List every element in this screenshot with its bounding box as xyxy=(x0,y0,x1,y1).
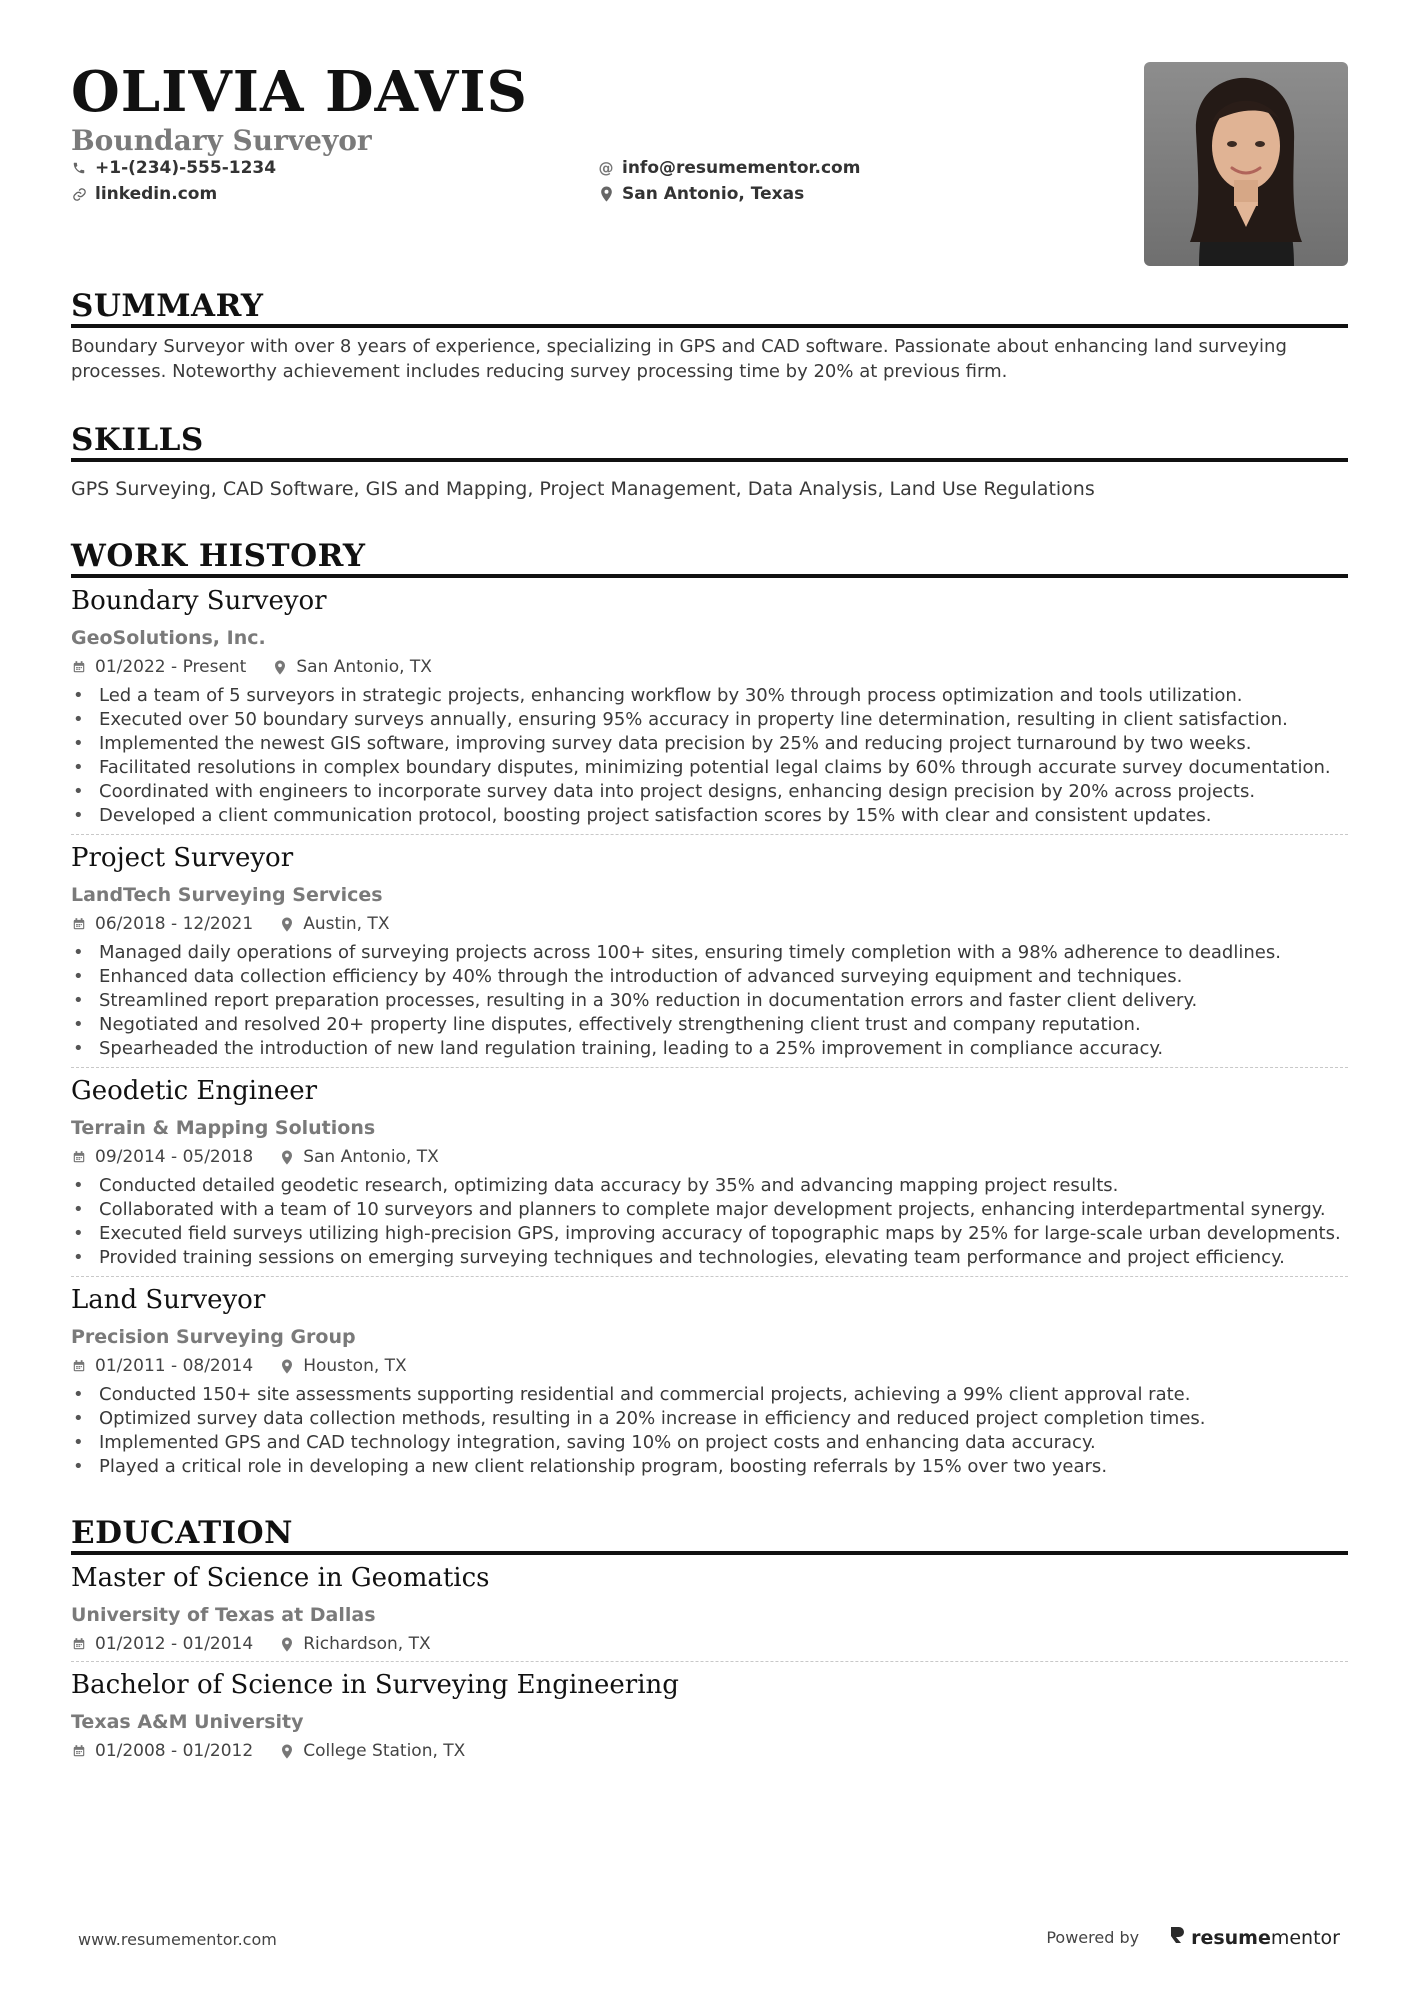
location-pin-icon xyxy=(279,1744,295,1759)
calendar-icon xyxy=(71,1744,87,1758)
education-dates xyxy=(71,1633,253,1655)
education-entry xyxy=(71,1561,1348,1661)
job-dates-text: 01/2011 - 08/2014 xyxy=(95,1356,254,1376)
job-dates xyxy=(71,1146,253,1168)
job-bullets xyxy=(71,1383,1348,1479)
education-location-text: Richardson, TX xyxy=(303,1634,431,1654)
brand-name-light: mentor xyxy=(1270,1926,1340,1949)
location-pin-icon xyxy=(279,1359,295,1374)
job-title: Geodetic Engineer xyxy=(71,1076,318,1106)
job-entry xyxy=(71,1067,1348,1276)
bullet-item: • Managed daily operations of surveying projects across 100+ sites, ensuring timely completion with a 98% adherence to deadlines. xyxy=(71,941,1348,965)
email-text: info@resumementor.com xyxy=(622,158,861,178)
job-dates-text: 01/2022 - Present xyxy=(95,657,247,677)
summary-heading: SUMMARY xyxy=(71,288,1348,328)
calendar-icon xyxy=(71,1359,87,1373)
education-meta xyxy=(71,1740,1348,1762)
location-pin-icon xyxy=(598,186,614,202)
resume-header xyxy=(71,60,1348,270)
job-dates xyxy=(71,656,246,678)
school-name: University of Texas at Dallas xyxy=(71,1604,376,1626)
contact-phone[interactable] xyxy=(71,158,276,178)
job-meta xyxy=(71,913,1348,935)
education-section xyxy=(71,1515,1348,1768)
summary-text: Boundary Surveyor with over 8 years of experience, specializing in GPS and CAD software. Passionate about enhancing land surveying processes. Noteworthy achievement includes reducing survey processing time by 20% at previous firm. xyxy=(71,336,1287,382)
bullet-item: • Executed field surveys utilizing high-precision GPS, improving accuracy of topographic maps by 25% for large-scale urban developments. xyxy=(71,1222,1348,1246)
resumementor-logo-icon xyxy=(1169,1926,1185,1949)
job-location xyxy=(279,1355,407,1377)
location-pin-icon xyxy=(279,1150,295,1165)
job-meta xyxy=(71,1355,1348,1377)
candidate-role: Boundary Surveyor xyxy=(71,124,372,157)
bullet-item: • Led a team of 5 surveyors in strategic projects, enhancing workflow by 30% through process optimization and tools utilization. xyxy=(71,684,1348,708)
school-name: Texas A&M University xyxy=(71,1711,304,1733)
job-dates xyxy=(71,913,253,935)
calendar-icon xyxy=(71,660,87,674)
job-dates-text: 09/2014 - 05/2018 xyxy=(95,1147,254,1167)
contact-location xyxy=(598,184,804,204)
footer-powered-by xyxy=(1046,1926,1340,1949)
education-dates xyxy=(71,1740,253,1762)
education-dates-text: 01/2008 - 01/2012 xyxy=(95,1741,254,1761)
location-pin-icon xyxy=(279,1637,295,1652)
education-location xyxy=(279,1740,465,1762)
job-dates-text: 06/2018 - 12/2021 xyxy=(95,914,254,934)
bullet-item: • Enhanced data collection efficiency by 40% through the introduction of advanced surveying equipment and techniques. xyxy=(71,965,1348,989)
job-title: Land Surveyor xyxy=(71,1285,266,1315)
bullet-item: • Collaborated with a team of 10 surveyors and planners to complete major development projects, enhancing interdepartmental synergy. xyxy=(71,1198,1348,1222)
skills-text: GPS Surveying, CAD Software, GIS and Mapping, Project Management, Data Analysis, Land Use Regulations xyxy=(71,478,1095,500)
job-bullets xyxy=(71,1174,1348,1270)
phone-icon xyxy=(71,160,87,176)
bullet-item: • Provided training sessions on emerging surveying techniques and technologies, elevating team performance and project efficiency. xyxy=(71,1246,1348,1270)
job-entry xyxy=(71,834,1348,1067)
degree-title: Master of Science in Geomatics xyxy=(71,1563,490,1593)
calendar-icon xyxy=(71,1637,87,1651)
footer-website-link[interactable]: www.resumementor.com xyxy=(78,1930,277,1949)
education-location-text: College Station, TX xyxy=(303,1741,466,1761)
location-text: San Antonio, Texas xyxy=(622,184,805,204)
education-location xyxy=(279,1633,430,1655)
link-icon xyxy=(71,186,87,202)
brand-name-bold: resume xyxy=(1191,1926,1271,1949)
job-company: GeoSolutions, Inc. xyxy=(71,627,266,649)
bullet-item: • Executed over 50 boundary surveys annually, ensuring 95% accuracy in property line determination, resulting in client satisfaction. xyxy=(71,708,1348,732)
bullet-item: • Conducted 150+ site assessments supporting residential and commercial projects, achieving a 99% client approval rate. xyxy=(71,1383,1348,1407)
education-entry xyxy=(71,1661,1348,1768)
job-location xyxy=(279,1146,439,1168)
degree-title: Bachelor of Science in Surveying Engineering xyxy=(71,1670,679,1700)
job-entry xyxy=(71,584,1348,834)
work-history-section xyxy=(71,538,1348,1485)
phone-text: +1-(234)-555-1234 xyxy=(95,158,277,178)
skills-section xyxy=(71,422,1348,500)
bullet-item: • Facilitated resolutions in complex boundary disputes, minimizing potential legal claims by 60% through accurate survey documentation. xyxy=(71,756,1348,780)
work-history-heading: WORK HISTORY xyxy=(71,538,1348,578)
job-company: Terrain & Mapping Solutions xyxy=(71,1117,376,1139)
location-pin-icon xyxy=(272,660,288,675)
resume-page xyxy=(71,60,1348,1768)
job-title: Boundary Surveyor xyxy=(71,586,327,616)
bullet-item: • Streamlined report preparation processes, resulting in a 30% reduction in documentation errors and faster client delivery. xyxy=(71,989,1348,1013)
bullet-item: • Implemented the newest GIS software, improving survey data precision by 25% and reducing project turnaround by two weeks. xyxy=(71,732,1348,756)
bullet-item: • Played a critical role in developing a new client relationship program, boosting referrals by 15% over two years. xyxy=(71,1455,1348,1479)
job-company: Precision Surveying Group xyxy=(71,1326,356,1348)
bullet-item: • Developed a client communication protocol, boosting project satisfaction scores by 15% with clear and consistent updates. xyxy=(71,804,1348,828)
contact-linkedin[interactable] xyxy=(71,184,217,204)
location-pin-icon xyxy=(279,917,295,932)
job-location-text: Houston, TX xyxy=(303,1356,407,1376)
calendar-icon xyxy=(71,1150,87,1164)
job-dates xyxy=(71,1355,253,1377)
job-location-text: San Antonio, TX xyxy=(296,657,432,677)
bullet-item: • Optimized survey data collection methods, resulting in a 20% increase in efficiency and reduced project completion times. xyxy=(71,1407,1348,1431)
profile-photo xyxy=(1144,62,1348,266)
job-location xyxy=(279,913,389,935)
education-heading: EDUCATION xyxy=(71,1515,1348,1555)
education-meta xyxy=(71,1633,1348,1655)
contact-email[interactable] xyxy=(598,158,860,178)
skills-heading: SKILLS xyxy=(71,422,1348,462)
job-location-text: San Antonio, TX xyxy=(303,1147,439,1167)
job-meta xyxy=(71,1146,1348,1168)
at-icon: @ xyxy=(598,159,614,177)
calendar-icon xyxy=(71,917,87,931)
candidate-name: OLIVIA DAVIS xyxy=(71,59,528,125)
job-meta xyxy=(71,656,1348,678)
summary-section xyxy=(71,288,1348,384)
education-dates-text: 01/2012 - 01/2014 xyxy=(95,1634,254,1654)
bullet-item: • Coordinated with engineers to incorporate survey data into project designs, enhancing design precision by 20% across projects. xyxy=(71,780,1348,804)
job-entry xyxy=(71,1276,1348,1485)
linkedin-text: linkedin.com xyxy=(95,184,218,204)
job-location xyxy=(272,656,432,678)
job-company: LandTech Surveying Services xyxy=(71,884,383,906)
job-location-text: Austin, TX xyxy=(303,914,390,934)
job-bullets xyxy=(71,684,1348,828)
bullet-item: • Negotiated and resolved 20+ property line disputes, effectively strengthening client trust and company reputation. xyxy=(71,1013,1348,1037)
bullet-item: • Implemented GPS and CAD technology integration, saving 10% on project costs and enhancing data accuracy. xyxy=(71,1431,1348,1455)
bullet-item: • Spearheaded the introduction of new land regulation training, leading to a 25% improvement in compliance accuracy. xyxy=(71,1037,1348,1061)
bullet-item: • Conducted detailed geodetic research, optimizing data accuracy by 35% and advancing mapping project results. xyxy=(71,1174,1348,1198)
job-bullets xyxy=(71,941,1348,1061)
powered-by-label: Powered by xyxy=(1046,1928,1140,1947)
job-title: Project Surveyor xyxy=(71,843,294,873)
brand-logo[interactable] xyxy=(1169,1926,1340,1949)
